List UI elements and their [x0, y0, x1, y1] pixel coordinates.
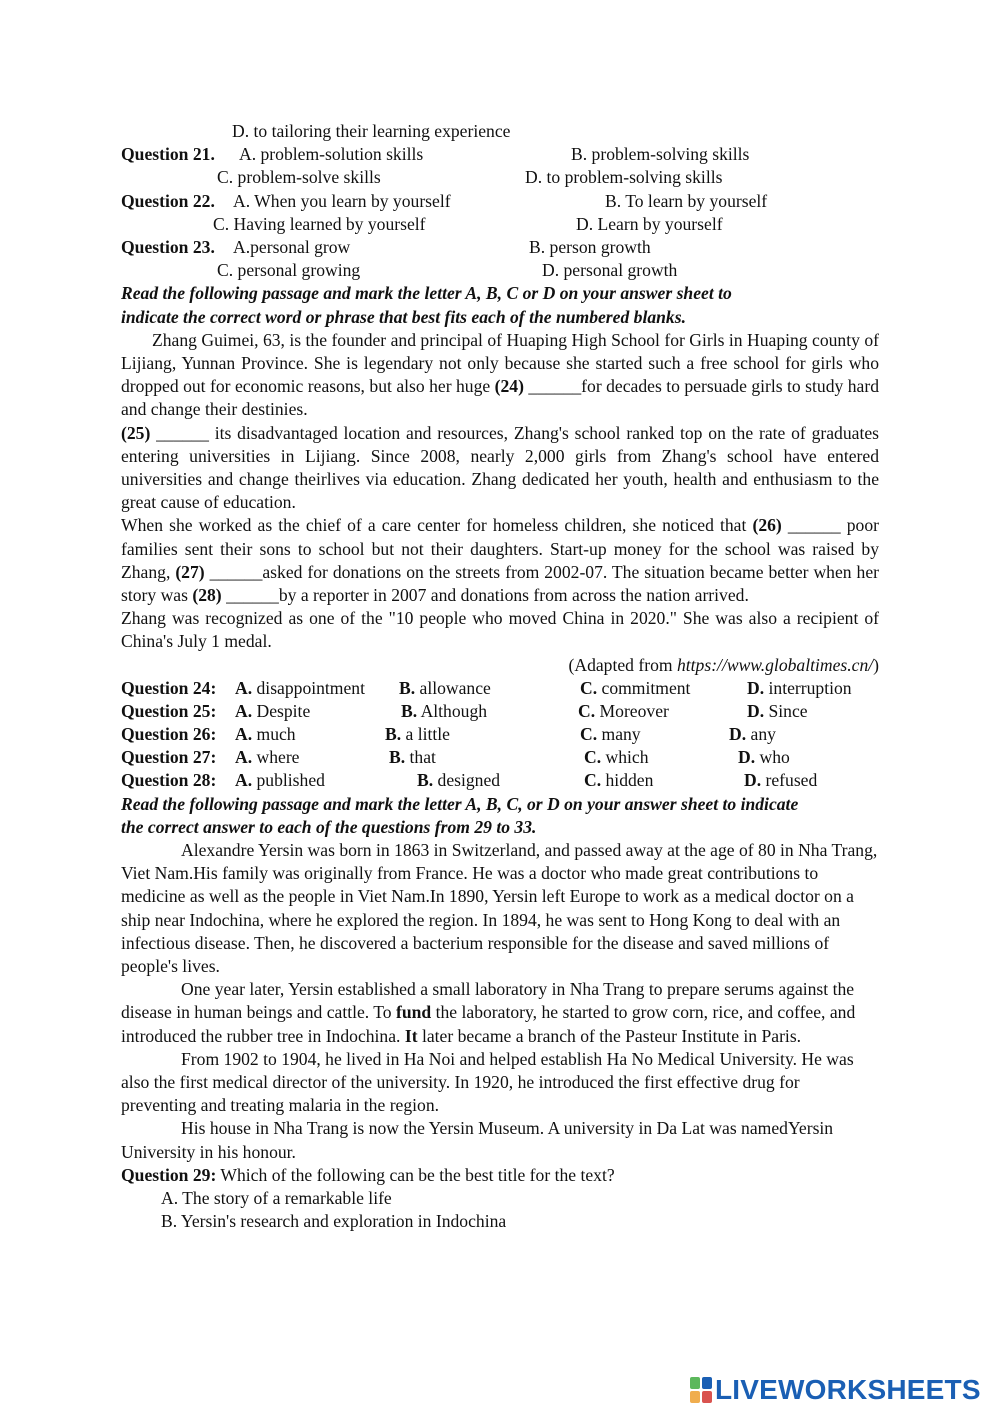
q20-option-d-line	[121, 120, 879, 143]
passage1-paragraph-1: Zhang Guimei, 63, is the founder and principal of Huaping High School for Girls in Huaping county of Lijiang, Yunnan Province. She is legendary not only because she started such a free school for girls who dropped out for economic reasons, but also her huge (24) ______for decades to persuade girls to study hard and change their destinies.	[121, 329, 879, 420]
q25-label: Question 25:	[121, 700, 217, 721]
q23-label: Question 23.	[121, 236, 215, 257]
blank-24: (24)	[494, 376, 524, 397]
q26-option-b: B. a little	[385, 724, 450, 745]
passage2-paragraph-2: One year later, Yersin established a small laboratory in Nha Trang to prepare serums against the disease in human beings and cattle. To fund the laboratory, he started to grow corn, rice, and coffee, and introduced the rubber tree in Indochina. It later became a branch of the Pasteur Institute in Paris.	[121, 979, 856, 1046]
q28-line	[121, 769, 879, 792]
instruction-2-line1: Read the following passage and mark the letter A, B, C, or D on your answer sheet to indicate	[121, 793, 799, 814]
q24-label: Question 24:	[121, 677, 217, 698]
q20-option-d: D. to tailoring their learning experience	[232, 121, 511, 141]
q21-option-c: C. problem-solve skills	[217, 167, 381, 188]
q27-option-a: A. where	[235, 747, 300, 768]
instruction-1-line2: indicate the correct word or phrase that best fits each of the numbered blanks.	[121, 306, 686, 327]
q25-option-b: B. Although	[401, 700, 488, 721]
q26-option-a: A. much	[235, 724, 296, 745]
instruction-2-line2: the correct answer to each of the questions from 29 to 33.	[121, 816, 537, 837]
q27-label: Question 27:	[121, 747, 217, 768]
passage1-paragraph-4: Zhang was recognized as one of the "10 people who moved China in 2020." She was also a recipient of China's July 1 medal.	[121, 608, 879, 652]
q29-label: Question 29:	[121, 1164, 217, 1185]
q22-label: Question 22.	[121, 190, 215, 211]
q23-option-a: A.personal grow	[233, 236, 351, 257]
passage2-paragraph-3: From 1902 to 1904, he lived in Ha Noi and helped establish Ha No Medical University. He was also the first medical director of the university. In 1920, he introduced the first effective drug for preventing and treating malaria in the region.	[121, 1048, 854, 1116]
passage2-paragraph-4: His house in Nha Trang is now the Yersin Museum. A university in Da Lat was namedYersin University in his honour.	[121, 1118, 834, 1162]
word-fund: fund	[396, 1002, 432, 1023]
q21-label: Question 21.	[121, 144, 215, 165]
q24-option-b: B. allowance	[399, 677, 491, 698]
q21-option-a: A. problem-solution skills	[239, 144, 424, 165]
q21-option-d: D. to problem-solving skills	[525, 167, 723, 188]
q22-option-b: B. To learn by yourself	[605, 190, 768, 211]
q22-option-c: C. Having learned by yourself	[213, 213, 426, 234]
worksheet-page	[121, 120, 879, 1233]
passage1-source: (Adapted from https://www.globaltimes.cn/)	[568, 654, 879, 675]
liveworksheets-logo	[690, 1372, 981, 1408]
q26-label: Question 26:	[121, 724, 217, 745]
passage-zhang-guimei	[121, 329, 879, 677]
word-it: It	[404, 1025, 418, 1046]
q25-line	[121, 700, 879, 723]
q22-line2	[121, 213, 879, 236]
q23-option-c: C. personal growing	[217, 260, 361, 281]
q24-line	[121, 677, 879, 700]
q28-option-a: A. published	[235, 770, 325, 791]
q27-option-b: B. that	[389, 747, 436, 768]
q27-option-c: C. which	[584, 747, 649, 768]
q23-line2	[121, 259, 879, 282]
blank-26: (26)	[752, 515, 782, 536]
q24-option-a: A. disappointment	[235, 677, 365, 698]
instruction-1-line1: Read the following passage and mark the letter A, B, C or D on your answer sheet to	[121, 283, 732, 304]
q21-option-b: B. problem-solving skills	[571, 144, 750, 165]
q22-line1	[121, 190, 879, 213]
q26-line	[121, 723, 879, 746]
q21-line1	[121, 143, 879, 166]
source-url: https://www.globaltimes.cn/	[676, 654, 874, 675]
passage1-paragraph-2: (25) ______ its disadvantaged location and resources, Zhang's school ranked top on the rate of graduates entering universities in Lijiang. Since 2008, nearly 2,000 girls from Zhang's school have entered universities and change theirlives via education. Zhang dedicated her youth, health and enthusiasm to the great cause of education.	[121, 422, 879, 513]
q29-text: Which of the following can be the best title for the text?	[216, 1164, 615, 1185]
q28-option-d: D. refused	[744, 770, 818, 791]
q29-option-a: A. The story of a remarkable life	[161, 1188, 392, 1209]
q29-option-b: B. Yersin's research and exploration in Indochina	[161, 1211, 507, 1232]
liveworksheets-logo-text: LIVEWORKSHEETS	[715, 1374, 981, 1405]
q26-option-c: C. many	[580, 724, 641, 745]
q29-line	[121, 1164, 879, 1187]
passage2-paragraph-1: Alexandre Yersin was born in 1863 in Switzerland, and passed away at the age of 80 in Nha Trang, Viet Nam.His family was originally from France. He was a doctor who made great contributions to medicine as well as the people in Viet Nam.In 1890, Yersin left Europe to work as a medical doctor on a ship near Indochina, where he explored the region. In 1894, he was sent to Hong Kong to deal with an infectious disease. Then, he discovered a bacterium responsible for the disease and saved millions of people's lives.	[121, 840, 878, 977]
q23-line1	[121, 236, 879, 259]
q21-line2	[121, 166, 879, 189]
passage-yersin	[121, 839, 879, 1164]
q27-line	[121, 746, 879, 769]
q27-option-d: D. who	[738, 747, 790, 768]
q24-option-d: D. interruption	[747, 677, 852, 698]
q25-option-a: A. Despite	[235, 700, 311, 721]
q28-label: Question 28:	[121, 770, 217, 791]
blank-25: (25)	[121, 422, 151, 443]
passage1-paragraph-3: When she worked as the chief of a care center for homeless children, she noticed that (26) ______ poor families sent their sons to school but not their daughters. Start-up money for the school was raised by Zhang, (27) ______asked for donations on the streets from 2002-07. The situation became better when her story was (28) ______by a reporter in 2007 and donations from across the nation arrived.	[121, 515, 880, 605]
q23-option-d: D. personal growth	[542, 260, 678, 281]
q28-option-b: B. designed	[417, 770, 501, 791]
q25-option-d: D. Since	[747, 700, 808, 721]
q22-option-a: A. When you learn by yourself	[233, 190, 451, 211]
blank-27: (27)	[175, 561, 205, 582]
blank-28: (28)	[192, 584, 222, 605]
q23-option-b: B. person growth	[529, 236, 651, 257]
q26-option-d: D. any	[729, 724, 776, 745]
q24-option-c: C. commitment	[580, 677, 691, 698]
q22-option-d: D. Learn by yourself	[576, 213, 723, 234]
q28-option-c: C. hidden	[584, 770, 654, 791]
q25-option-c: C. Moreover	[578, 700, 669, 721]
liveworksheets-logo-icon	[690, 1377, 712, 1403]
